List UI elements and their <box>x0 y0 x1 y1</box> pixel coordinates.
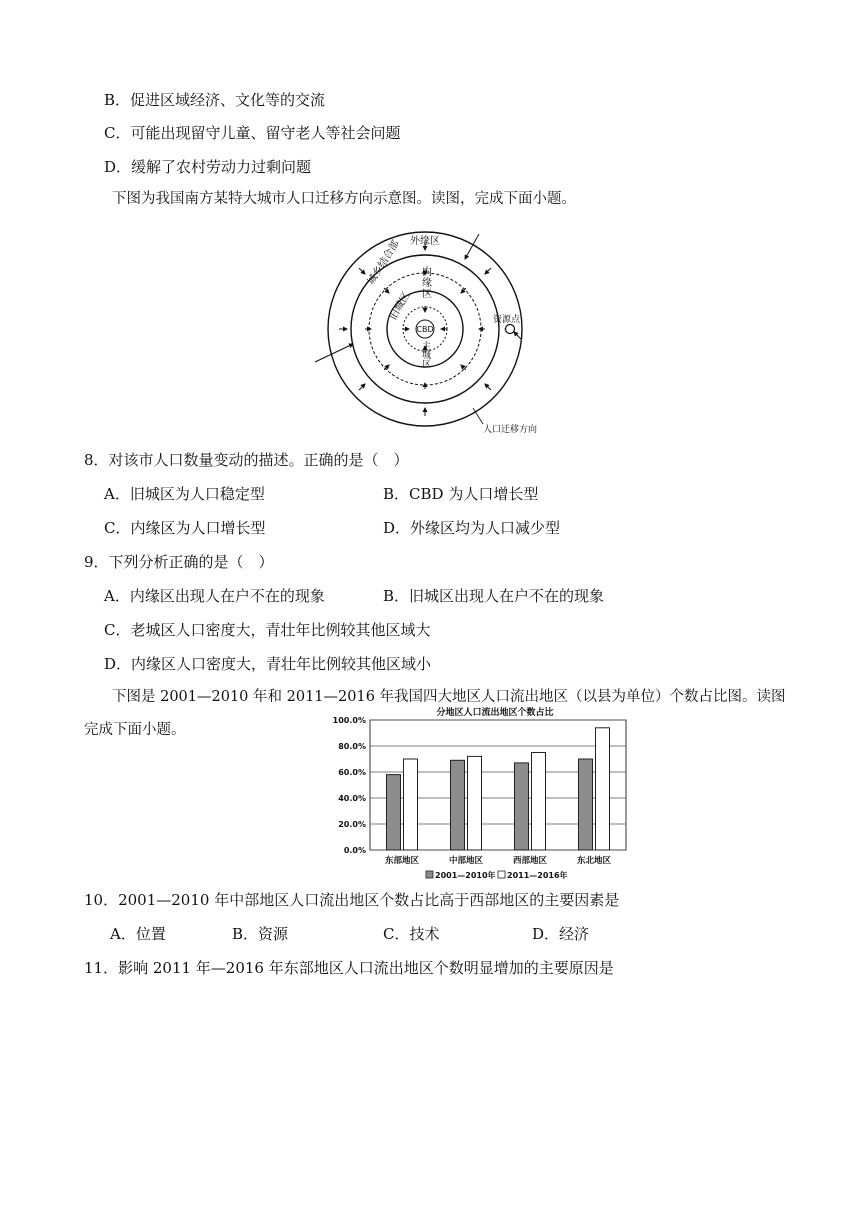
y-tick-label: 100.0% <box>332 716 366 725</box>
bar-2-3 <box>532 753 546 851</box>
y-tick-label: 40.0% <box>338 794 366 803</box>
y-tick-label: 0.0% <box>343 846 366 855</box>
x-tick-label: 中部地区 <box>448 856 484 866</box>
y-tick-label: 80.0% <box>338 742 366 751</box>
legend-swatch-1 <box>426 871 433 878</box>
bar-1-4 <box>579 759 593 850</box>
q7-option-c: C．可能出现留守儿童、留守老人等社会问题 <box>104 124 401 142</box>
q11-stem: 11．影响 2011 年—2016 年东部地区人口流出地区个数明显增加的主要原因是 <box>84 959 614 977</box>
q8-option-d: D．外缘区均为人口减少型 <box>383 519 561 537</box>
label-resource-point: 资源点 <box>493 315 521 325</box>
q8-stem: 8．对该市人口数量变动的描述。正确的是（ ） <box>84 451 409 469</box>
q9-option-b: B．旧城区出现人在户不在的现象 <box>383 587 605 605</box>
q9-option-d: D．内缘区人口密度大，青壮年比例较其他区域小 <box>104 655 432 673</box>
q8-option-b: B．CBD 为人口增长型 <box>383 485 539 503</box>
legend-label-2: 2011—2016年 <box>507 871 568 880</box>
bar-1-3 <box>515 763 529 850</box>
intro-chart-line1: 下图是 2001—2010 年和 2011—2016 年我国四大地区人口流出地区（以县为单位）个数占比图。读图 <box>112 689 786 705</box>
q9-option-a: A．内缘区出现人在户不在的现象 <box>104 587 325 605</box>
migration-diagram <box>313 228 545 436</box>
intro-diagram-text: 下图为我国南方某特大城市人口迁移方向示意图。读图，完成下面小题。 <box>112 191 576 207</box>
q8-option-a: A．旧城区为人口稳定型 <box>104 485 265 503</box>
legend-swatch-2 <box>498 871 505 878</box>
y-tick-label: 60.0% <box>338 768 366 777</box>
label-cbd: CBD <box>416 325 434 334</box>
q10-stem: 10．2001—2010 年中部地区人口流出地区个数占比高于西部地区的主要因素是 <box>84 891 620 909</box>
label-main-city: 主城区 <box>420 341 430 368</box>
bar-2-4 <box>596 728 610 850</box>
intro-chart-line2: 完成下面小题。 <box>84 722 186 738</box>
q10-option-b: B．资源 <box>232 925 289 943</box>
label-inner-zone: 内缘区 <box>419 266 431 299</box>
bar-2-2 <box>468 756 482 850</box>
x-tick-label: 西部地区 <box>512 856 548 866</box>
chart-title: 分地区人口流出地区个数占比 <box>436 708 554 718</box>
population-outflow-bar-chart <box>326 702 630 882</box>
label-urban-rural: 城乡结合部 <box>365 238 402 287</box>
x-tick-label: 东北地区 <box>576 856 612 866</box>
legend-label-1: 2001—2010年 <box>435 871 496 880</box>
q10-option-c: C．技术 <box>383 925 440 943</box>
q10-option-d: D．经济 <box>532 925 590 943</box>
bar-2-1 <box>404 759 418 850</box>
x-tick-label: 东部地区 <box>384 856 420 866</box>
q9-stem: 9．下列分析正确的是（ ） <box>84 553 274 571</box>
bar-1-2 <box>451 760 465 850</box>
q8-option-c: C．内缘区为人口增长型 <box>104 519 266 537</box>
label-outer-zone: 外缘区 <box>410 236 440 247</box>
y-tick-label: 20.0% <box>338 820 366 829</box>
label-migration-direction: 人口迁移方向 <box>483 425 538 435</box>
q10-option-a: A．位置 <box>110 925 166 943</box>
bar-1-1 <box>387 775 401 850</box>
q9-option-c: C．老城区人口密度大，青壮年比例较其他区域大 <box>104 621 431 639</box>
q7-option-b: B．促进区域经济、文化等的交流 <box>104 91 326 109</box>
label-old-town: 旧城区 <box>387 290 413 322</box>
resource-point-marker <box>506 325 515 334</box>
q7-option-d: D．缓解了农村劳动力过剩问题 <box>104 158 312 176</box>
